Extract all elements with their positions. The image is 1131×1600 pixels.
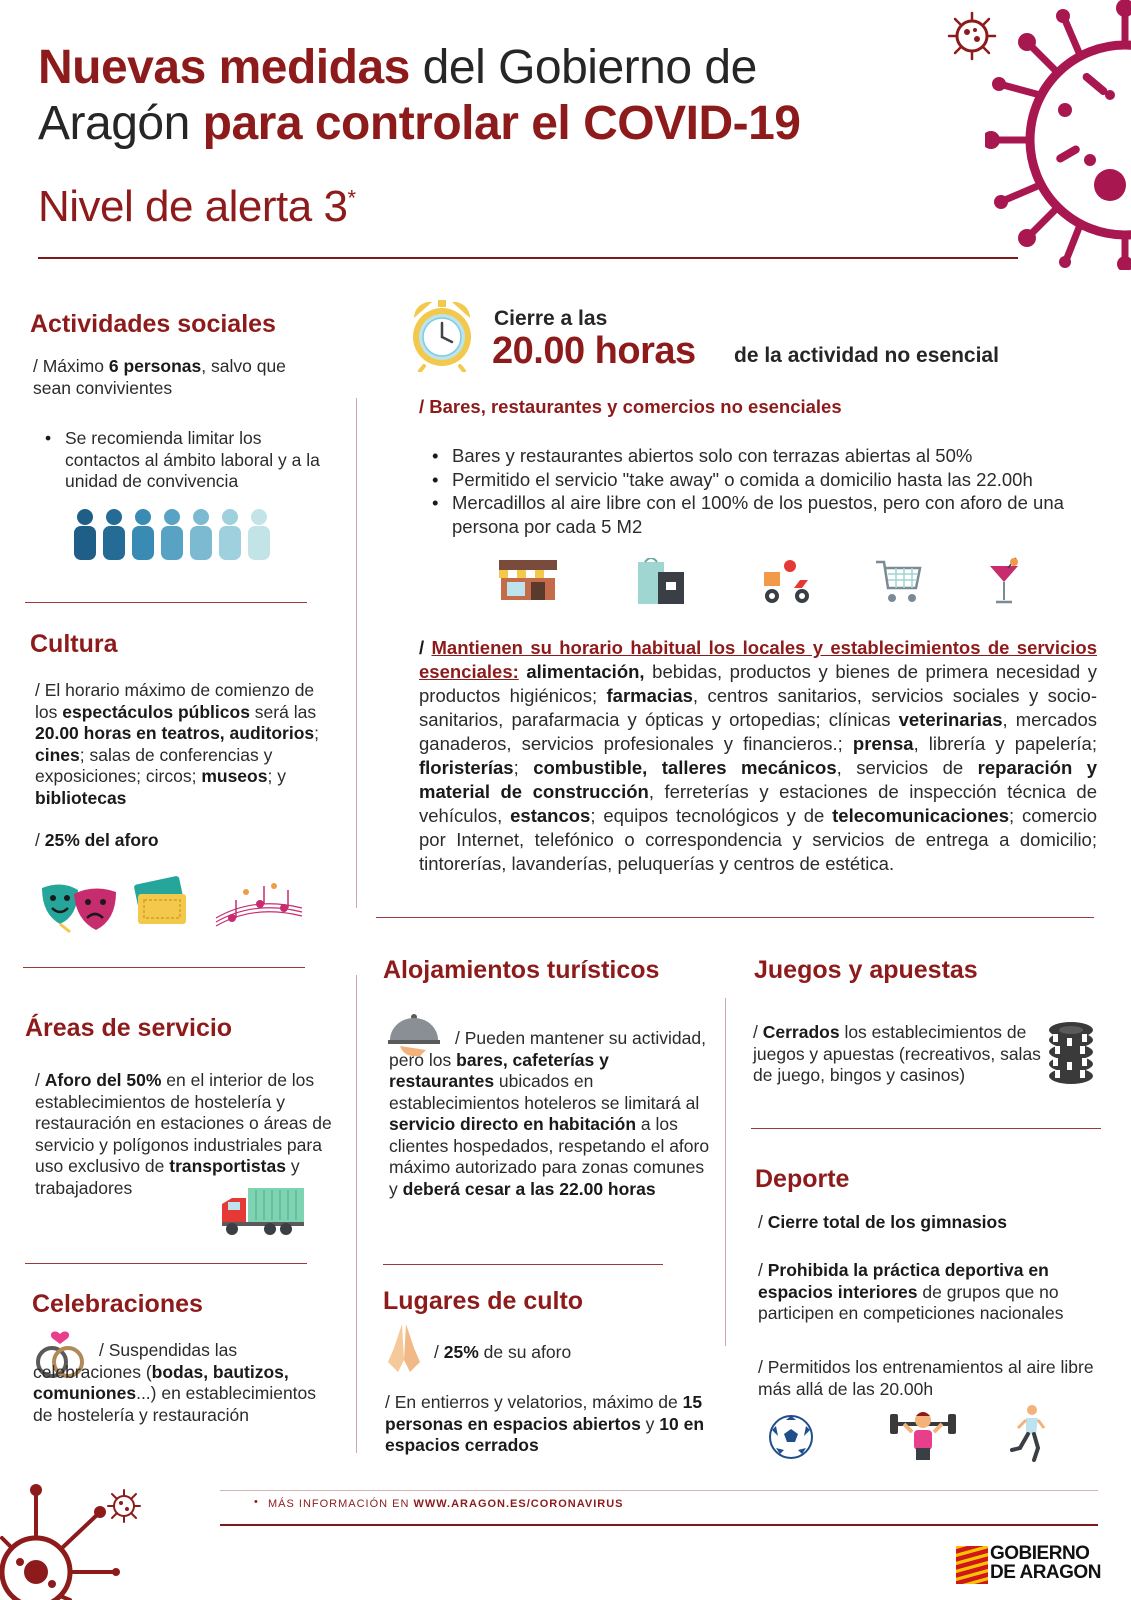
section-title-lugares-culto: Lugares de culto [383, 1287, 584, 1315]
column-divider-top [356, 398, 357, 908]
bares-header: / Bares, restaurantes y comercios no esenciales [419, 396, 842, 417]
aragon-flag-logo-icon [956, 1546, 988, 1584]
cocktail-icon [986, 556, 1022, 606]
footer-bullet: • [254, 1496, 258, 1508]
runner-icon [1008, 1404, 1048, 1462]
shopping-bags-icon [636, 558, 688, 606]
divider-areas [25, 1263, 307, 1264]
gobierno-aragon-logo: GOBIERNO DE ARAGON [990, 1543, 1101, 1583]
juegos-paragraph: / Cerrados los establecimientos de juegos y apuestas (recreativos, salas de juego, bingos y casinos) [753, 1022, 1041, 1085]
virus-icon-large [985, 0, 1131, 270]
cultura-paragraph: / El horario máximo de comienzo de los espectáculos públicos será las 20.00 horas en teatros, auditorios; cines; salas de conferencias y exposiciones; circos; museos; y bibliotecas [35, 680, 319, 808]
sociales-max-people: / Máximo 6 personas, salvo que sean convivientes [33, 356, 286, 398]
divider-cultura [23, 967, 305, 968]
alert-level-subtitle: Nivel de alerta 3* [38, 182, 356, 231]
virus-icon-small [946, 10, 998, 62]
culto-aforo: / 25% de su aforo [434, 1342, 572, 1362]
people-group-icon [72, 508, 277, 560]
theater-masks-icon [40, 880, 120, 936]
casino-chips-icon [1047, 1020, 1095, 1086]
divider-alojamientos [383, 1264, 663, 1265]
delivery-scooter-icon [758, 558, 814, 606]
truck-icon [220, 1186, 306, 1236]
section-title-areas-servicio: Áreas de servicio [25, 1014, 233, 1042]
soccer-ball-icon [768, 1414, 814, 1460]
bares-item-takeaway: • Permitido el servicio "take away" o comida a domicilio hasta las 22.00h [424, 468, 1100, 492]
servicios-esenciales-paragraph: / Mantienen su horario habitual los locales y establecimientos de servicios esenciales: alimentación, bebidas, productos y bienes de primera necesidad y productos higiénicos; farmacias, centros sanitarios, servicios sociales y socio-sanitarios, parafarmacia y ópticas y ortopedias; clínicas veterinarias, mercados ganaderos, servicios profesionales y financieros.; prensa, librería y papelería; floristerías; combustible, talleres mecánicos, servicios de reparación y material de construcción, ferreterías y estaciones de inspección técnica de vehículos, estancos; equipos tecnológicos y de telecomunicaciones; comercio por Internet, telefónico o correspondencia y servicios de entrega a domicilio; tintorerías, lavanderías, peluquerías y centros de estética. [419, 637, 1098, 874]
sociales-recommendation: • Se recomienda limitar los contactos al ámbito laboral y a la unidad de convivencia [37, 428, 327, 493]
column-divider-bottom-right [725, 998, 726, 1346]
section-title-juegos: Juegos y apuestas [754, 956, 978, 984]
section-title-actividades-sociales: Actividades sociales [30, 310, 276, 338]
deporte-interiores: / Prohibida la práctica deportiva en espacios interiores de grupos que no participen en competiciones nacionales [758, 1260, 1064, 1323]
cierre-suffix: de la actividad no esencial [734, 344, 999, 367]
culto-entierros: / En entierros y velatorios, máximo de 15 personas en espacios abiertos y 10 en espacios cerrados [385, 1392, 705, 1455]
praying-hands-icon [384, 1322, 424, 1374]
tickets-icon [130, 876, 192, 928]
footer-divider-top [220, 1490, 1098, 1491]
virus-icon-bottom-small [106, 1488, 142, 1524]
music-notes-icon [214, 878, 304, 932]
page-title: Nuevas medidas del Gobierno de Aragón para controlar el COVID-19 [38, 41, 801, 150]
coronavirus-info-link[interactable]: WWW.ARAGON.ES/CORONAVIRUS [413, 1498, 624, 1510]
footer-more-info: MÁS INFORMACIÓN EN WWW.ARAGON.ES/CORONAVIRUS [268, 1498, 624, 1510]
bares-item-mercadillos: • Mercadillos al aire libre con el 100% de los puestos, pero con aforo de una persona por cada 5 M2 [424, 491, 1100, 538]
cultura-aforo: / 25% del aforo [35, 830, 159, 850]
areas-paragraph: / Aforo del 50% en el interior de los establecimientos de hostelería y restauración en estaciones o áreas de servicio y polígonos industriales para uso exclusivo de transportistas y trabajadores [35, 1070, 332, 1198]
section-title-deporte: Deporte [755, 1165, 850, 1193]
deporte-gimnasios: / Cierre total de los gimnasios [758, 1212, 1007, 1232]
divider-juegos [751, 1128, 1101, 1129]
alarm-clock-icon [408, 296, 476, 372]
divider-sociales [25, 602, 307, 603]
column-divider-bottom-left [356, 975, 357, 1453]
weightlifting-icon [888, 1408, 958, 1460]
divider-esenciales [376, 917, 1094, 918]
cierre-line1: Cierre a las [494, 307, 608, 330]
section-title-cultura: Cultura [30, 630, 118, 658]
section-title-celebraciones: Celebraciones [32, 1290, 203, 1318]
deporte-aire-libre: / Permitidos los entrenamientos al aire libre más allá de las 20.00h [758, 1357, 1094, 1399]
header-divider [38, 257, 1018, 259]
shop-icon [497, 556, 559, 604]
bares-list [424, 444, 1100, 538]
section-title-alojamientos: Alojamientos turísticos [383, 956, 660, 984]
bares-item-terrazas: • Bares y restaurantes abiertos solo con terrazas abiertas al 50% [424, 444, 1100, 468]
cierre-hour: 20.00 horas [492, 330, 696, 372]
alojamientos-paragraph: / Pueden mantener su actividad, pero los bares, cafeterías y restaurantes ubicados en establecimientos hoteleros se limitará al servicio directo en habitación a los clientes hospedados, respetando el aforo máximo autorizado para zonas comunes y deberá cesar a las 22.00 horas [389, 1028, 710, 1199]
footer-divider-bottom [220, 1524, 1098, 1526]
celebraciones-paragraph: / Suspendidas las celebraciones (bodas, bautizos, comuniones...) en establecimientos de hostelería y restauración [33, 1340, 317, 1425]
shopping-cart-icon [874, 556, 924, 606]
virus-icon-bottom-left [0, 1482, 120, 1600]
